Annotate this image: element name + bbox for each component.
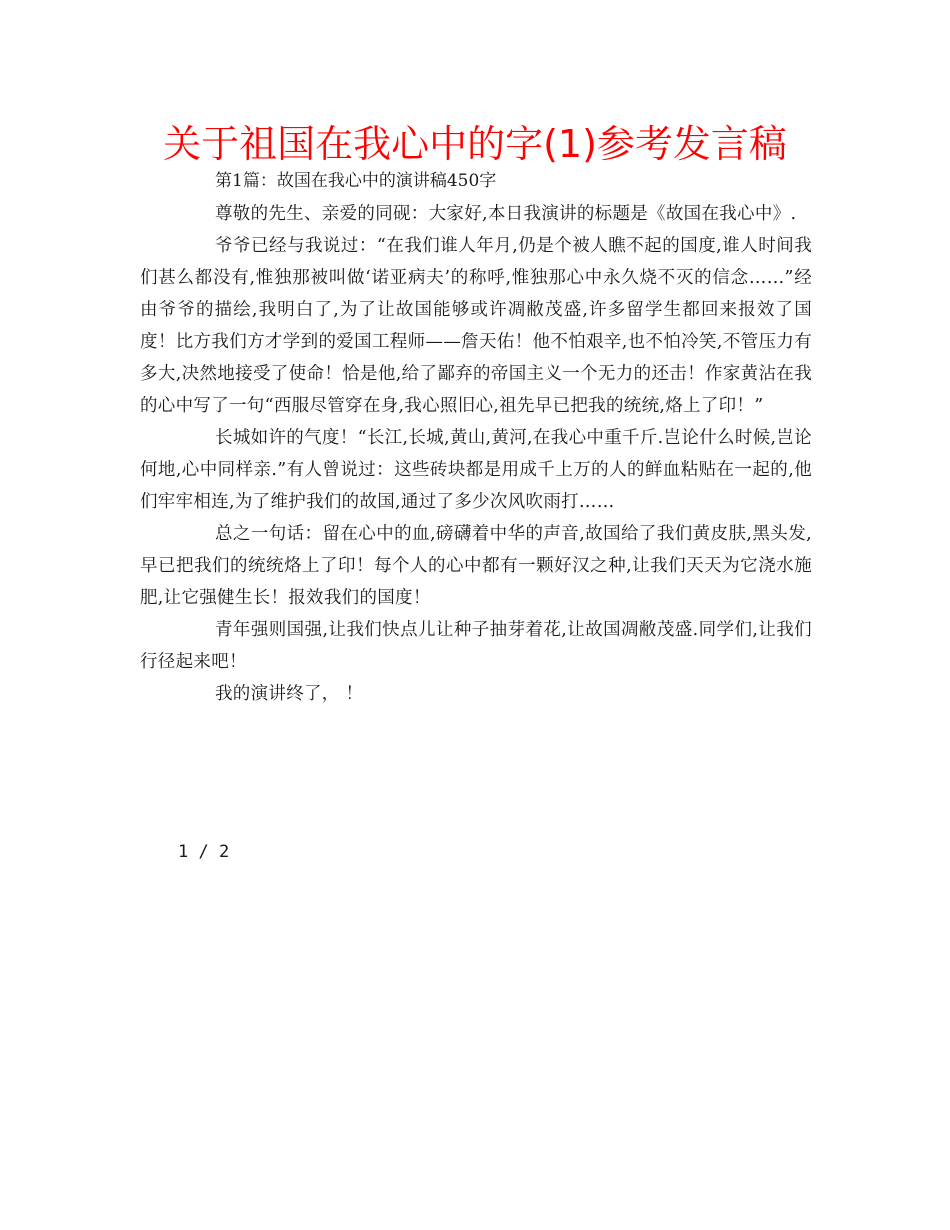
paragraph-youth: 青年强则国强,让我们快点儿让种子抽芽着花,让故国凋敝茂盛.同学们,让我们行径起来吧！ — [140, 620, 812, 672]
document-body — [140, 198, 812, 710]
paragraph-summary: 总之一句话：留在心中的血,磅礴着中华的声音,故国给了我们黄皮肤,黑头发,早已把我们的统统烙上了印！每个人的心中都有一颗好汉之种,让我们天天为它浇水施肥,让它强健生长！报效我们的国度！ — [140, 524, 812, 608]
document-title: 关于祖国在我心中的字(1)参考发言稿 — [163, 122, 787, 166]
paragraph-greeting: 尊敬的先生、亲爱的同砚：大家好,本日我演讲的标题是《故国在我心中》. — [215, 204, 797, 224]
paragraph-closing: 我的演讲终了， ！ — [215, 684, 364, 704]
document-subtitle: 第1篇：故国在我心中的演讲稿450字 — [215, 171, 497, 191]
paragraph-grandfather: 爷爷已经与我说过：“在我们谁人年月,仍是个被人瞧不起的国度,谁人时间我们甚么都没有,惟独那被叫做‘诺亚病夫’的称呼,惟独那心中永久烧不灭的信念……”经由爷爷的描绘,我明白了,为了让故国能够或许凋敝茂盛,许多留学生都回来报效了国度！比方我们方才学到的爱国工程师——詹天佑！他不怕艰辛,也不怕冷笑,不管压力有多大,决然地接受了使命！恰是他,给了鄙弃的帝国主义一个无力的还击！作家黄沾在我的心中写了一句“西服尽管穿在身,我心照旧心,祖先早已把我的统统,烙上了印！” — [140, 236, 812, 416]
paragraph-great-wall: 长城如许的气度！“长江,长城,黄山,黄河,在我心中重千斤.岂论什么时候,岂论何地,心中同样亲.”有人曾说过：这些砖块都是用成千上万的人的鲜血粘贴在一起的,他们牢牢相连,为了维护我们的故国,通过了多少次风吹雨打…… — [140, 428, 812, 512]
page-number: 1 / 2 — [178, 842, 230, 862]
